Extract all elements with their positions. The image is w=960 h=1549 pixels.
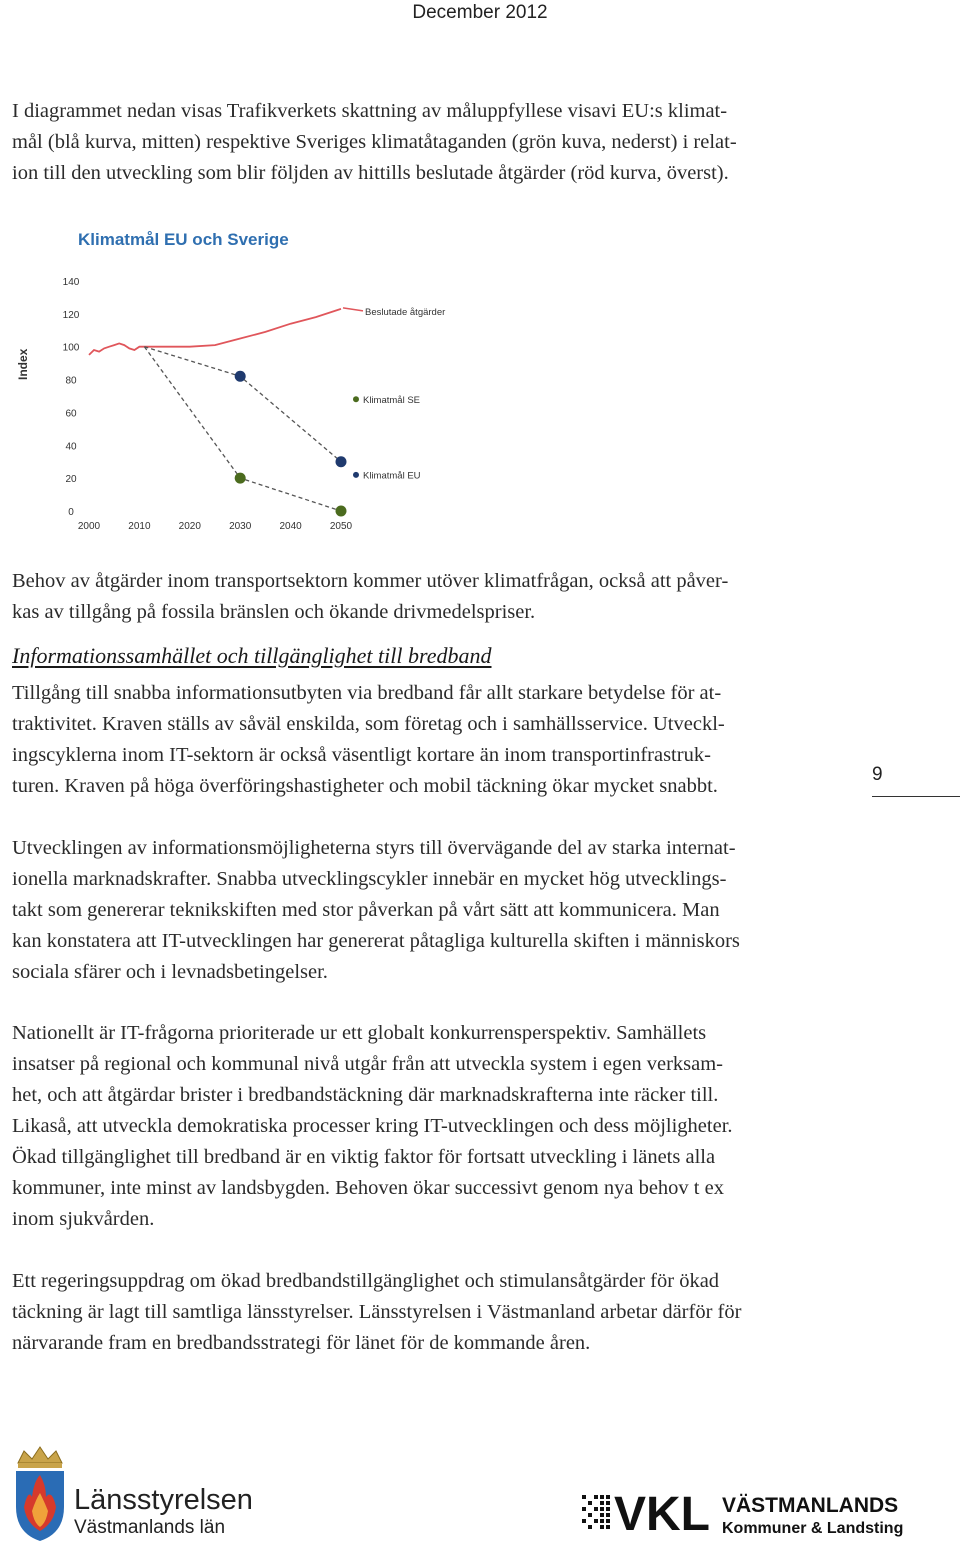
page-number-rule: [872, 796, 960, 797]
dot-grid-cell: [594, 1519, 598, 1523]
lansstyrelsen-sub: Västmanlands län: [74, 1517, 226, 1538]
series-marker: [235, 473, 246, 484]
dot-grid-cell: [582, 1495, 586, 1499]
dot-grid-cell: [600, 1495, 604, 1499]
x-tick-label: 2040: [279, 521, 302, 532]
text-line: kommuner, inte minst av landsbygden. Behoven ökar successivt genom nya behov t ex: [12, 1177, 724, 1199]
y-tick-label: 20: [65, 474, 77, 486]
utveckling-paragraph: [12, 833, 832, 988]
text-line: ingscyklerna inom IT-sektorn är också väsentligt kortare än inom transportinfrastruk-: [12, 744, 711, 766]
y-tick-label: 100: [62, 342, 80, 354]
dot-grid-cell: [606, 1519, 610, 1523]
text-line: ion till den utveckling som blir följden av hittills beslutade åtgärder (röd kurva, överst).: [12, 162, 729, 184]
series-line: [144, 347, 341, 462]
lansstyrelsen-name: Länsstyrelsen: [74, 1484, 253, 1516]
vkl-sub: Kommuner & Landsting: [722, 1520, 904, 1537]
dot-grid-cell: [600, 1507, 604, 1511]
y-axis-label: Index: [16, 348, 30, 380]
dot-grid-cell: [582, 1519, 586, 1523]
nationellt-paragraph: [12, 1018, 832, 1235]
dot-grid-cell: [606, 1525, 610, 1529]
text-line: ionella marknadskrafter. Snabba utvecklingscykler innebär en mycket hög utvecklings-: [12, 868, 727, 890]
text-line: Nationellt är IT-frågorna prioriterade ur ett globalt konkurrensperspektiv. Samhällets: [12, 1022, 707, 1044]
text-line: I diagrammet nedan visas Trafikverkets skattning av måluppfyllese visavi EU:s klimat-: [12, 100, 728, 122]
text-line: Tillgång till snabba informationsutbyten via bredband får allt starkare betydelse för at-: [12, 682, 722, 704]
series-marker: [336, 506, 347, 517]
text-line: takt som genererar teknikskiften med stor påverkan på vårt sätt att kommunicera. Man: [12, 899, 720, 921]
legend-label: Beslutade åtgärder: [365, 306, 446, 318]
text-line: Ett regeringsuppdrag om ökad bredbandstillgänglighet och stimulansåtgärder för ökad: [12, 1270, 720, 1292]
intro-paragraph: [12, 96, 832, 189]
text-line: närvarande fram en bredbandsstrategi för länet för de kommande åren.: [12, 1332, 591, 1354]
behov-paragraph: [12, 566, 832, 628]
legend-leader: [343, 308, 363, 311]
series-line: [89, 309, 341, 355]
text-line: traktivitet. Kraven ställs av såväl enskilda, som företag och i samhällsservice. Utveckl-: [12, 713, 725, 735]
text-line: Ökad tillgänglighet till bredband är en viktig faktor för fortsatt utveckling i länets alla: [12, 1146, 716, 1168]
legend-layer: [343, 307, 445, 481]
dot-grid-cell: [606, 1513, 610, 1517]
series-marker: [336, 456, 347, 467]
vkl-name: VÄSTMANLANDS: [722, 1494, 899, 1517]
dot-grid-cell: [582, 1507, 586, 1511]
dot-grid-cell: [600, 1513, 604, 1517]
dot-grid-cell: [600, 1519, 604, 1523]
chart-title: Klimatmål EU och Sverige: [78, 230, 289, 249]
text-line: mål (blå kurva, mitten) respektive Sveriges klimatåtaganden (grön kuva, nederst) i relat-: [12, 131, 737, 153]
dot-grid-cell: [594, 1495, 598, 1499]
dot-grid-cell: [588, 1513, 592, 1517]
x-tick-label: 2030: [229, 521, 252, 532]
dot-grid-cell: [606, 1501, 610, 1505]
text-line: kan konstatera att IT-utvecklingen har genererat påtagliga kulturella skiften i människors: [12, 930, 740, 952]
text-line: turen. Kraven på höga överföringshastigheter och mobil täckning ökar mycket snabbt.: [12, 775, 718, 797]
dot-grid-cell: [588, 1501, 592, 1505]
legend-dot: [353, 396, 359, 402]
x-tick-label: 2010: [128, 521, 151, 532]
dot-grid-cell: [600, 1501, 604, 1505]
legend-label: Klimatmål EU: [363, 470, 421, 482]
text-line: sociala sfärer och i levnadsbetingelser.: [12, 961, 328, 983]
text-line: insatser på regional och kommunal nivå utgår från att utveckla system i egen verksam-: [12, 1053, 724, 1075]
regering-paragraph: [12, 1266, 832, 1359]
section-heading: Informationssamhället och tillgänglighet till bredband: [12, 643, 492, 668]
text-line: inom sjukvården.: [12, 1208, 155, 1230]
text-line: täckning är lagt till samtliga länsstyrelser. Länsstyrelsen i Västmanland arbetar därför för: [12, 1301, 742, 1323]
y-tick-label: 140: [62, 277, 80, 288]
y-tick-label: 40: [65, 441, 77, 453]
y-ticks: [63, 277, 80, 518]
y-tick-label: 80: [65, 375, 77, 387]
climate-chart: [10, 220, 460, 540]
page-number: 9: [872, 764, 883, 785]
dot-grid-cell: [588, 1525, 592, 1529]
series-layer: [89, 309, 341, 511]
x-tick-label: 2020: [178, 521, 201, 532]
y-tick-label: 120: [62, 309, 80, 321]
lansstyrelsen-logo: [10, 1445, 270, 1545]
text-line: Behov av åtgärder inom transportsektorn kommer utöver klimatfrågan, också att påver-: [12, 570, 729, 592]
y-tick-label: 0: [68, 507, 74, 518]
dot-grid-icon: [582, 1495, 610, 1529]
text-line: Utvecklingen av informationsmöjligheterna styrs till övervägande del av starka internat-: [12, 837, 736, 859]
x-tick-label: 2050: [329, 521, 353, 532]
tillgang-paragraph: [12, 678, 832, 802]
y-tick-label: 60: [65, 408, 77, 420]
text-line: het, och att åtgärdar brister i bredbandstäckning där marknadskrafterna inte räcker till.: [12, 1084, 719, 1106]
markers-layer: [235, 371, 347, 517]
text-line: kas av tillgång på fossila bränslen och ökande drivmedelspriser.: [12, 601, 536, 623]
legend-label: Klimatmål SE: [363, 394, 421, 406]
x-tick-label: 2000: [77, 521, 101, 532]
text-line: Likaså, att utveckla demokratiska processer kring IT-utvecklingen och dess möjligheter.: [12, 1115, 733, 1137]
vkl-logo: [580, 1485, 910, 1540]
legend-dot: [353, 472, 359, 478]
x-ticks: [78, 521, 353, 532]
series-line: [144, 347, 341, 511]
dot-grid-cell: [606, 1507, 610, 1511]
dot-grid-cell: [606, 1495, 610, 1499]
dot-grid-cell: [594, 1507, 598, 1511]
vkl-mark: VKL: [614, 1488, 710, 1540]
page-header-date: December 2012: [412, 2, 548, 23]
dot-grid-cell: [600, 1525, 604, 1529]
series-marker: [235, 371, 246, 382]
crown-shield-icon: [16, 1447, 64, 1541]
